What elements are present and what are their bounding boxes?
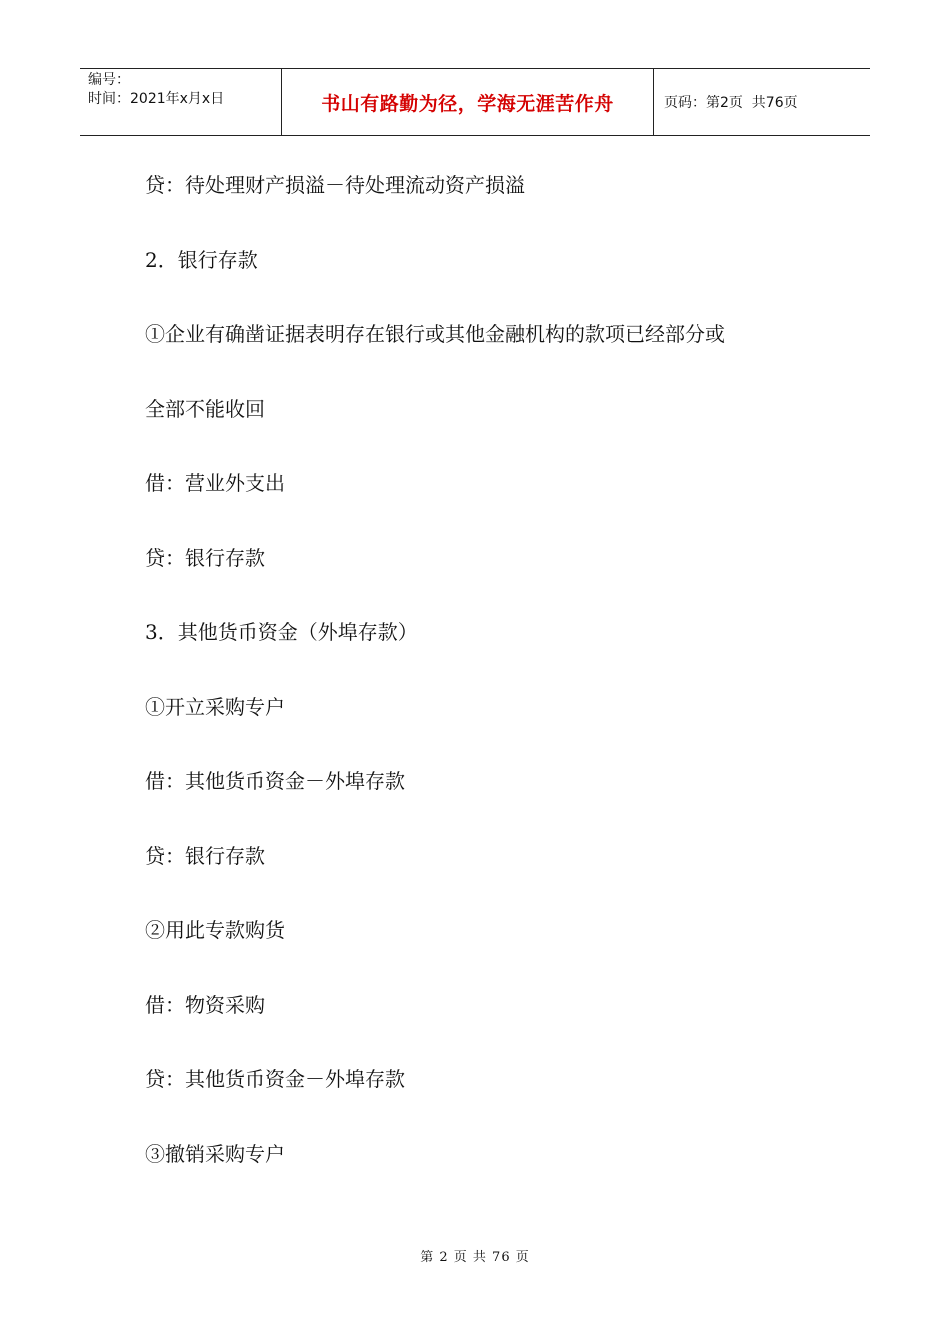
- body-line: 借：物资采购: [145, 992, 265, 1017]
- body-line: ③撤销采购专户: [145, 1141, 285, 1166]
- body-line: 贷：待处理财产损溢－待处理流动资产损溢: [145, 173, 525, 197]
- body-line: ①企业有确凿证据表明存在银行或其他金融机构的款项已经部分或: [145, 322, 725, 346]
- body-line: 贷：其他货币资金－外埠存款: [145, 1067, 405, 1091]
- header-page-info-text: 页码：第2页 共76页: [664, 95, 798, 111]
- body-line: 3．其他货币资金（外埠存款）: [145, 620, 418, 644]
- body-line: 借：其他货币资金－外埠存款: [145, 769, 405, 793]
- page-footer: 第 2 页 共 76 页: [420, 1250, 530, 1265]
- body-line: ①开立采购专户: [145, 694, 285, 719]
- body-line: 借：营业外支出: [145, 471, 285, 495]
- header-page-info: [654, 69, 870, 135]
- body-line: 2．银行存款: [145, 247, 258, 272]
- document-time-label: 时间：2021年x月x日: [88, 91, 225, 107]
- document-header: [80, 68, 870, 136]
- body-line: 贷：银行存款: [145, 843, 265, 868]
- header-motto: 书山有路勤为径，学海无涯苦作舟: [282, 69, 654, 135]
- body-line: ②用此专款购货: [145, 918, 285, 942]
- body-line: 全部不能收回: [145, 396, 265, 421]
- body-line: 贷：银行存款: [145, 545, 265, 570]
- document-body: [145, 165, 845, 1208]
- document-number-label: 编号：: [88, 72, 130, 88]
- header-meta: [80, 69, 282, 135]
